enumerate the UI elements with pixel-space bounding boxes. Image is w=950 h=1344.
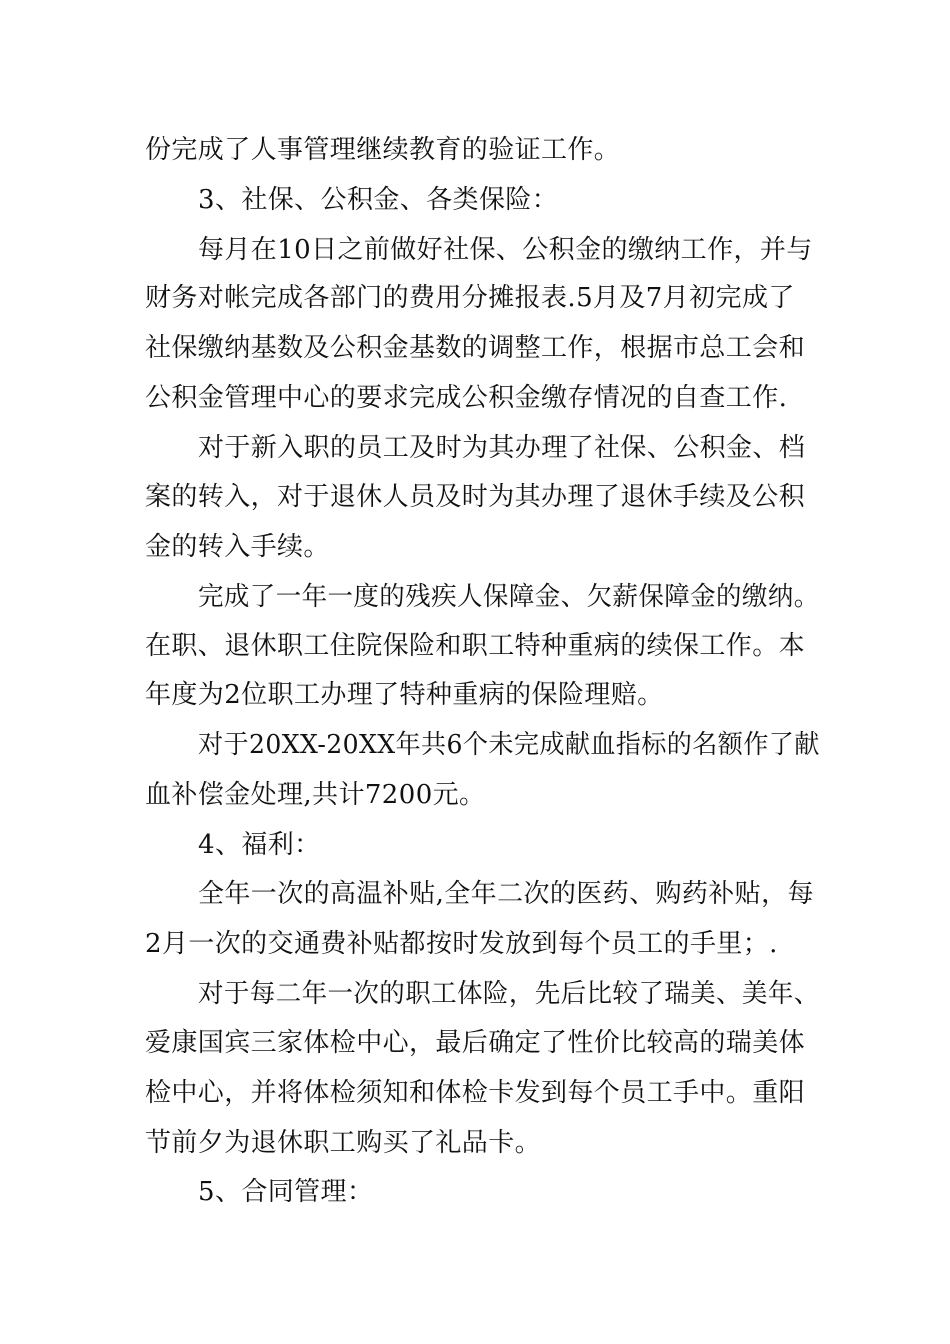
text-line: 社保缴纳基数及公积金基数的调整工作，根据市总工会和 [145, 333, 806, 363]
section-heading-welfare: 4、福利： [198, 830, 321, 860]
text-line: 金的转入手续。 [145, 532, 330, 562]
section-heading-contract-management: 5、合同管理： [198, 1177, 374, 1207]
text-line: 完成了一年一度的残疾人保障金、欠薪保障金的缴纳。 [198, 582, 820, 612]
text-line: 对于20XX-20XX年共6个未完成献血指标的名额作了献 [198, 730, 820, 760]
text-line: 对于每二年一次的职工体险，先后比较了瑞美、美年、 [198, 979, 820, 1009]
text-line: 每月在10日之前做好社保、公积金的缴纳工作，并与 [198, 235, 813, 265]
text-line: 案的转入，对于退休人员及时为其办理了退休手续及公积 [145, 482, 806, 512]
text-line: 份完成了人事管理继续教育的验证工作。 [145, 135, 621, 165]
text-line: 财务对帐完成各部门的费用分摊报表.5月及7月初完成了 [145, 283, 795, 313]
text-line: 年度为2位职工办理了特种重病的保险理赔。 [145, 680, 664, 710]
text-line: 2月一次的交通费补贴都按时发放到每个员工的手里；. [145, 929, 778, 959]
section-heading-social-insurance: 3、社保、公积金、各类保险： [198, 185, 559, 215]
text-line: 血补偿金处理,共计7200元。 [145, 780, 486, 810]
text-line: 全年一次的高温补贴,全年二次的医药、购药补贴，每 [198, 879, 814, 909]
text-line: 对于新入职的员工及时为其办理了社保、公积金、档 [198, 433, 806, 463]
text-line: 在职、退休职工住院保险和职工特种重病的续保工作。本 [145, 631, 806, 661]
text-line: 爱康国宾三家体检中心，最后确定了性价比较高的瑞美体 [145, 1028, 806, 1058]
text-line: 节前夕为退休职工购买了礼品卡。 [145, 1128, 542, 1158]
text-line: 检中心，并将体检须知和体检卡发到每个员工手中。重阳 [145, 1078, 806, 1108]
text-line: 公积金管理中心的要求完成公积金缴存情况的自查工作. [145, 383, 788, 413]
